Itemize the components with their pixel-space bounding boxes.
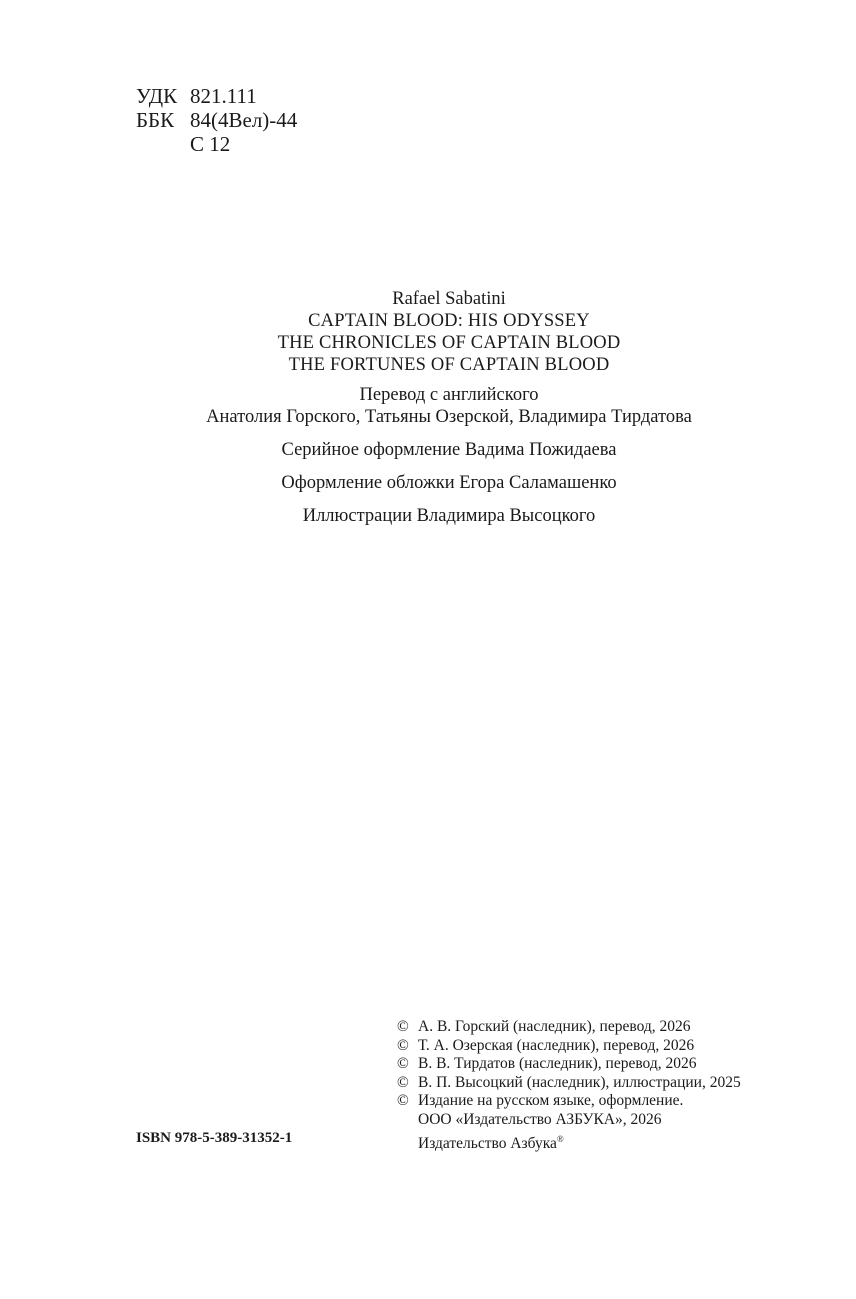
copyright-line (397, 1092, 741, 1111)
translators: Анатолия Горского, Татьяны Озерской, Владимира Тирдатова (206, 407, 692, 427)
isbn: ISBN 978-5-389-31352-1 (136, 1130, 293, 1146)
publisher-line: ООО «Издательство АЗБУКА», 2026 (418, 1110, 662, 1128)
original-title-2: THE CHRONICLES OF CAPTAIN BLOOD (277, 333, 621, 353)
copyright-symbol: © (397, 1018, 409, 1035)
original-titles-block (0, 288, 856, 376)
copyright-text: А. В. Горский (наследник), перевод, 2026 (418, 1018, 691, 1035)
bbk-label: ББК (136, 108, 175, 132)
udk-label: УДК (136, 84, 178, 108)
publisher-trademark: Издательство Азбука (418, 1134, 557, 1152)
copyright-symbol: © (397, 1073, 409, 1091)
udk-row (136, 84, 297, 108)
copyright-line (397, 1018, 741, 1037)
classification-block (136, 84, 297, 156)
publisher-trademark-line (397, 1130, 741, 1154)
bbk-value: 84(4Вел)-44 (190, 108, 298, 132)
original-title-3: THE FORTUNES OF CAPTAIN BLOOD (288, 355, 610, 375)
copyright-text: В. П. Высоцкий (наследник), иллюстрации, 2025 (418, 1073, 741, 1091)
udk-value: 821.111 (190, 84, 257, 108)
copyright-symbol: © (397, 1092, 409, 1110)
copyright-block (397, 1018, 741, 1153)
author-sign (136, 132, 297, 156)
bbk-row (136, 108, 297, 132)
copyright-text: Издание на русском языке, оформление. (418, 1092, 684, 1110)
author-sign-value: С 12 (190, 132, 231, 156)
copyright-text: В. В. Тирдатов (наследник), перевод, 2026 (418, 1055, 697, 1073)
original-author: Rafael Sabatini (392, 289, 506, 309)
copyright-line (397, 1037, 741, 1056)
credits-block (0, 384, 856, 527)
original-title-1: CAPTAIN BLOOD: HIS ODYSSEY (308, 311, 590, 331)
series-design-credit: Серийное оформление Вадима Пожидаева (281, 440, 617, 460)
copyright-line (397, 1074, 741, 1093)
translation-heading: Перевод с английского (359, 385, 539, 405)
copyright-symbol: © (397, 1036, 409, 1054)
illustrations-credit: Иллюстрации Владимира Высоцкого (302, 506, 596, 526)
copyright-symbol: © (397, 1055, 409, 1073)
copyright-text: Т. А. Озерская (наследник), перевод, 2026 (418, 1036, 695, 1054)
copyright-line (397, 1055, 741, 1074)
registered-mark: ® (556, 1133, 564, 1144)
cover-design-credit: Оформление обложки Егора Саламашенко (281, 473, 617, 493)
